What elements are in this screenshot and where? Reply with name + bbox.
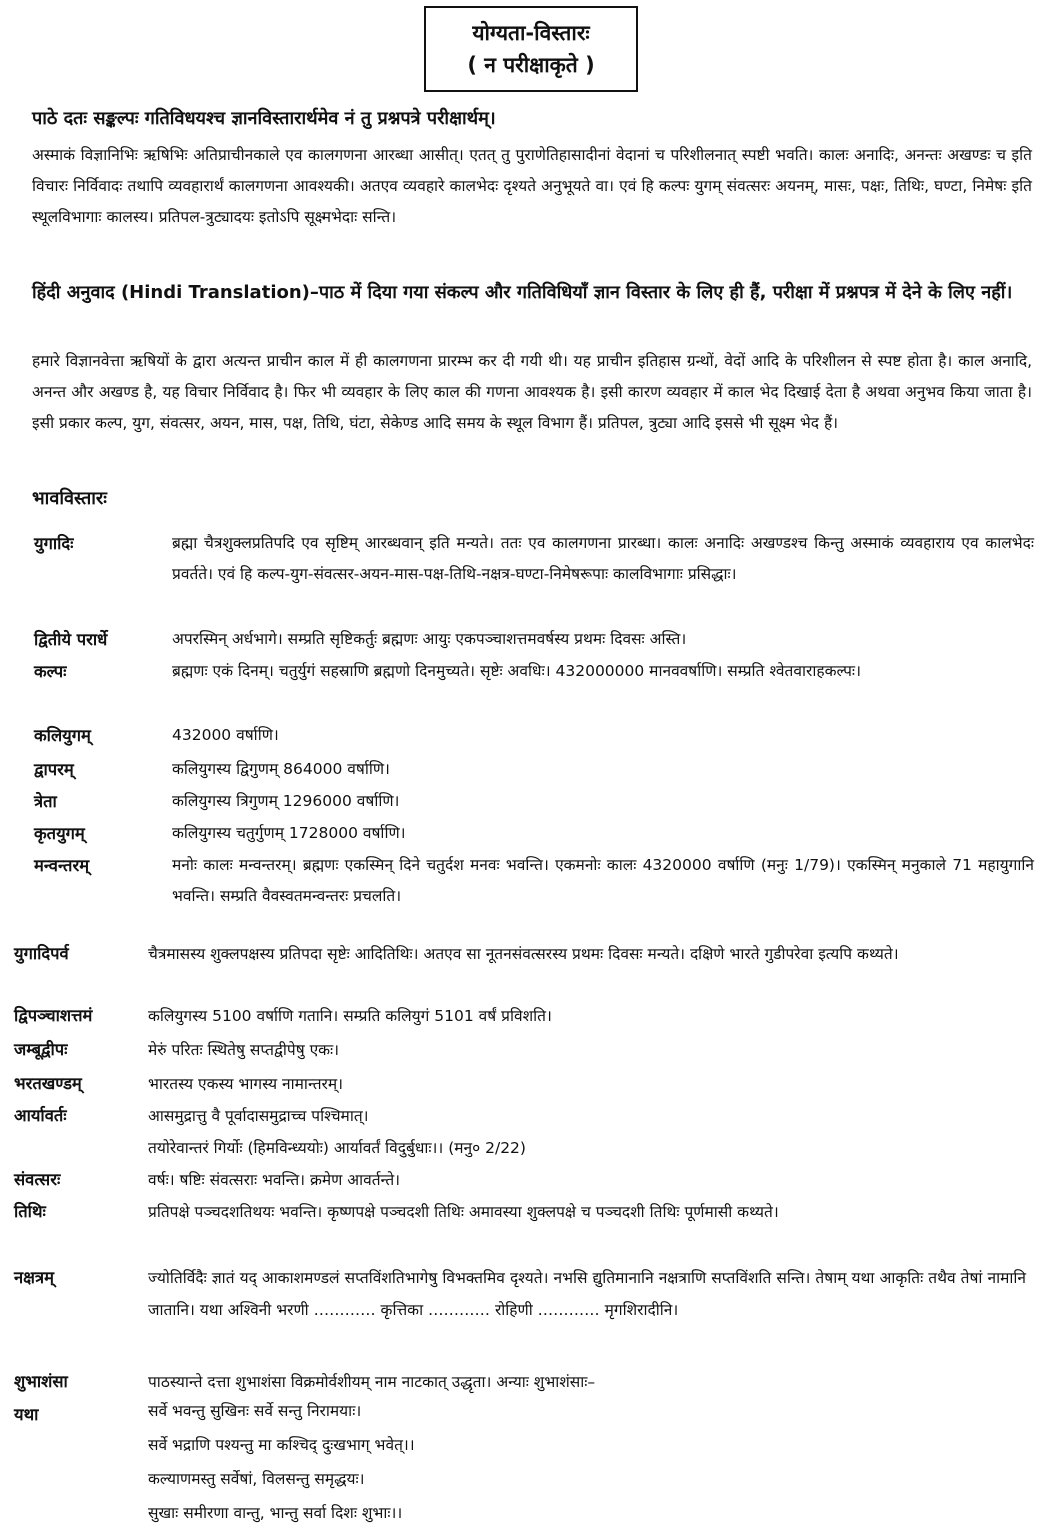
verse-line: कल्याणमस्तु सर्वेषां, विलसन्तु समृद्धयः। [148,1470,365,1488]
glossary-entry-definition: वर्षः। षष्टिः संवत्सराः भवन्ति। क्रमेण आवर्तन्ते। [148,1171,401,1189]
glossary-entry-definition: चैत्रमासस्य शुक्लपक्षस्य प्रतिपदा सृष्टेः आदितिथिः। अतएव सा नूतनसंवत्सरस्य प्रथमः दिवसः मन्यते। दक्षिणे भारते गुडीपरेवा इत्यपि कथ्यते। [148,945,899,963]
bhava-entry-term: कृतयुगम् [34,824,85,843]
glossary-entry-definition: पाठस्यान्ते दत्ता शुभाशंसा विक्रमोर्वशीयम् नाम नाटकात् उद्धृता। अन्याः शुभाशंसाः– [148,1373,596,1391]
hindi-heading: हिंदी अनुवाद (Hindi Translation)–पाठ में दिया गया संकल्प और गतिविधियाँ ज्ञान विस्तार के लिए ही हैं, परीक्षा में प्रश्नपत्र में देने के लिए नहीं। [32,282,1013,303]
glossary-entry-term: संवत्सरः [14,1170,61,1189]
bhava-entry-term: त्रेता [34,792,57,811]
bhava-entry-definition: कलियुगस्य द्विगुणम् 864000 वर्षाणि। [172,760,390,778]
bhava-entry-term: कलियुगम् [34,726,91,745]
bhava-entry-definition: ब्रह्मा चैत्रशुक्लप्रतिपदि एव सृष्टिम् आरब्धवान् इति मन्यते। ततः एव कालगणना प्रारब्धा। कालः अनादिः अखण्डश्च किन्तु अस्माकं व्यवहाराय एव कालभेदः प्रवर्तते। एवं हि कल्प-युग-संवत्सर-अयन-मास-पक्ष-तिथि-नक्षत्र-घण्टा-निमेषरूपाः कालविभागाः प्रसिद्धाः। [172,534,1034,583]
yatha-term: यथा [14,1405,39,1424]
bhava-entry-definition: मनोः कालः मन्वन्तरम्। ब्रह्मणः एकस्मिन् दिने चतुर्दश मनवः भवन्ति। एकमनोः कालः 4320000 वर्षाणि (मनुः 1/79)। एकस्मिन् मनुकाले 71 महायुगानि भवन्ति। सम्प्रति वैवस्वतमन्वन्तरः प्रचलति। [172,856,1034,905]
glossary-entry-definition: कलियुगस्य 5100 वर्षाणि गतानि। सम्प्रति कलियुगं 5101 वर्षं प्रविशति। [148,1007,552,1025]
glossary-entry-term: आर्यावर्तः [14,1106,67,1125]
verse-line: सर्वे भद्राणि पश्यन्तु मा कश्चिद् दुःखभाग् भवेत्।। [148,1436,415,1454]
glossary-entry-definition: ज्योतिर्विदैः ज्ञातं यद् आकाशमण्डलं सप्तविंशतिभागेषु विभक्तमिव दृश्यते। नभसि द्युतिमानानि नक्षत्राणि सप्तविंशति सन्ति। तेषाम् यथा आकृतिः तथैव तेषां नामानि जातानि। यथा अश्विनी भरणी ………… कृत्तिका ………… रोहिणी ………… मृगशिरादीनि। [148,1269,1026,1319]
page-title: योग्यता-विस्तारः [472,21,590,45]
intro-paragraph: अस्माकं विज्ञानिभिः ऋषिभिः अतिप्राचीनकाले एव कालगणना आरब्धा आसीत्। एतत् तु पुराणेतिहासादीनां वेदानां च परिशीलनात् स्पष्टी भवति। कालः अनादिः, अनन्तः अखण्डः च इति विचारः निर्विवादः तथापि व्यवहारार्थं कालगणना आवश्यकी। अतएव व्यवहारे कालभेदः दृश्यते अनुभूयते वा। एवं हि कल्पः युगम् संवत्सरः अयनम्, मासः, पक्षः, तिथिः, घण्टा, निमेषः इति स्थूलविभागाः कालस्य। प्रतिपल-त्रुट्यादयः इतोऽपि सूक्ष्मभेदाः सन्ति। [32,146,1032,226]
glossary-entry-term: जम्बूद्वीपः [14,1040,68,1059]
bhava-entry-term: कल्पः [34,662,67,681]
glossary-entry-definition: भारतस्य एकस्य भागस्य नामान्तरम्। [148,1075,344,1093]
bhava-entry-term: द्वितीये परार्धे [34,630,108,649]
glossary-entry-definition: आसमुद्रात्तु वै पूर्वादासमुद्राच्च पश्चिमात्। तयोरेवान्तरं गिर्योः (हिमविन्ध्ययोः) आर्यावर्तं विदुर्बुधाः।। (मनु० 2/22) [148,1107,526,1157]
bhava-entry-definition: कलियुगस्य त्रिगुणम् 1296000 वर्षाणि। [172,792,400,810]
bhava-entry-definition: अपरस्मिन् अर्धभागे। सम्प्रति सृष्टिकर्तुः ब्रह्मणः आयुः एकपञ्चाशत्तमवर्षस्य प्रथमः दिवसः अस्ति। [172,630,687,648]
bhava-entry-definition: 432000 वर्षाणि। [172,726,279,744]
glossary-entry-definition: प्रतिपक्षे पञ्चदशतिथयः भवन्ति। कृष्णपक्षे पञ्चदशी तिथिः अमावस्या शुक्लपक्षे च पञ्चदशी तिथिः पूर्णमासी कथ्यते। [148,1203,779,1221]
bhava-entry-term: युगादिः [34,534,74,553]
bhava-entry-definition: ब्रह्मणः एकं दिनम्। चतुर्युगं सहस्राणि ब्रह्मणो दिनमुच्यते। सृष्टेः अवधिः। 432000000 मानववर्षाणि। सम्प्रति श्वेतवाराहकल्पः। [172,662,861,680]
bhava-entry-definition: कलियुगस्य चतुर्गुणम् 1728000 वर्षाणि। [172,824,406,842]
verse-line: सर्वे भवन्तु सुखिनः सर्वे सन्तु निरामयाः। [148,1402,362,1420]
page-subtitle: ( न परीक्षाकृते ) [467,53,595,77]
glossary-entry-term: द्विपञ्चाशत्तमं [14,1006,93,1025]
glossary-entry-term: नक्षत्रम् [14,1268,54,1287]
glossary-entry-term: तिथिः [14,1202,46,1221]
bhava-heading: भावविस्तारः [32,488,107,509]
glossary-entry-term: शुभाशंसा [14,1372,68,1391]
verse-line: सुखाः समीरणा वान्तु, भान्तु सर्वा दिशः शुभाः।। [148,1504,403,1522]
bhava-entry-term: मन्वन्तरम् [34,856,90,875]
glossary-entry-term: भरतखण्डम् [14,1074,82,1093]
title-box [424,6,638,92]
glossary-entry-definition: मेरुं परितः स्थितेषु सप्तद्वीपेषु एकः। [148,1041,340,1059]
bhava-entry-term: द्वापरम् [34,760,74,779]
intro-heading: पाठे दतः सङ्कल्पः गतिविधयश्च ज्ञानविस्तारार्थमेव नं तु प्रश्नपत्रे परीक्षार्थम्। [32,108,496,129]
glossary-entry-term: युगादिपर्व [14,944,69,963]
hindi-paragraph: हमारे विज्ञानवेत्ता ऋषियों के द्वारा अत्यन्त प्राचीन काल में ही कालगणना प्रारम्भ कर दी गयी थी। यह प्राचीन इतिहास ग्रन्थों, वेदों आदि के परिशीलन से स्पष्ट होता है। काल अनादि, अनन्त और अखण्ड है, यह विचार निर्विवाद है। फिर भी व्यवहार के लिए काल की गणना आवश्यक है। इसी कारण व्यवहार में काल भेद दिखाई देता है अथवा अनुभव किया जाता है। इसी प्रकार कल्प, युग, संवत्सर, अयन, मास, पक्ष, तिथि, घंटा, सेकेण्ड आदि समय के स्थूल विभाग हैं। प्रतिपल, त्रुट्या आदि इससे भी सूक्ष्म भेद हैं। [32,352,1032,432]
